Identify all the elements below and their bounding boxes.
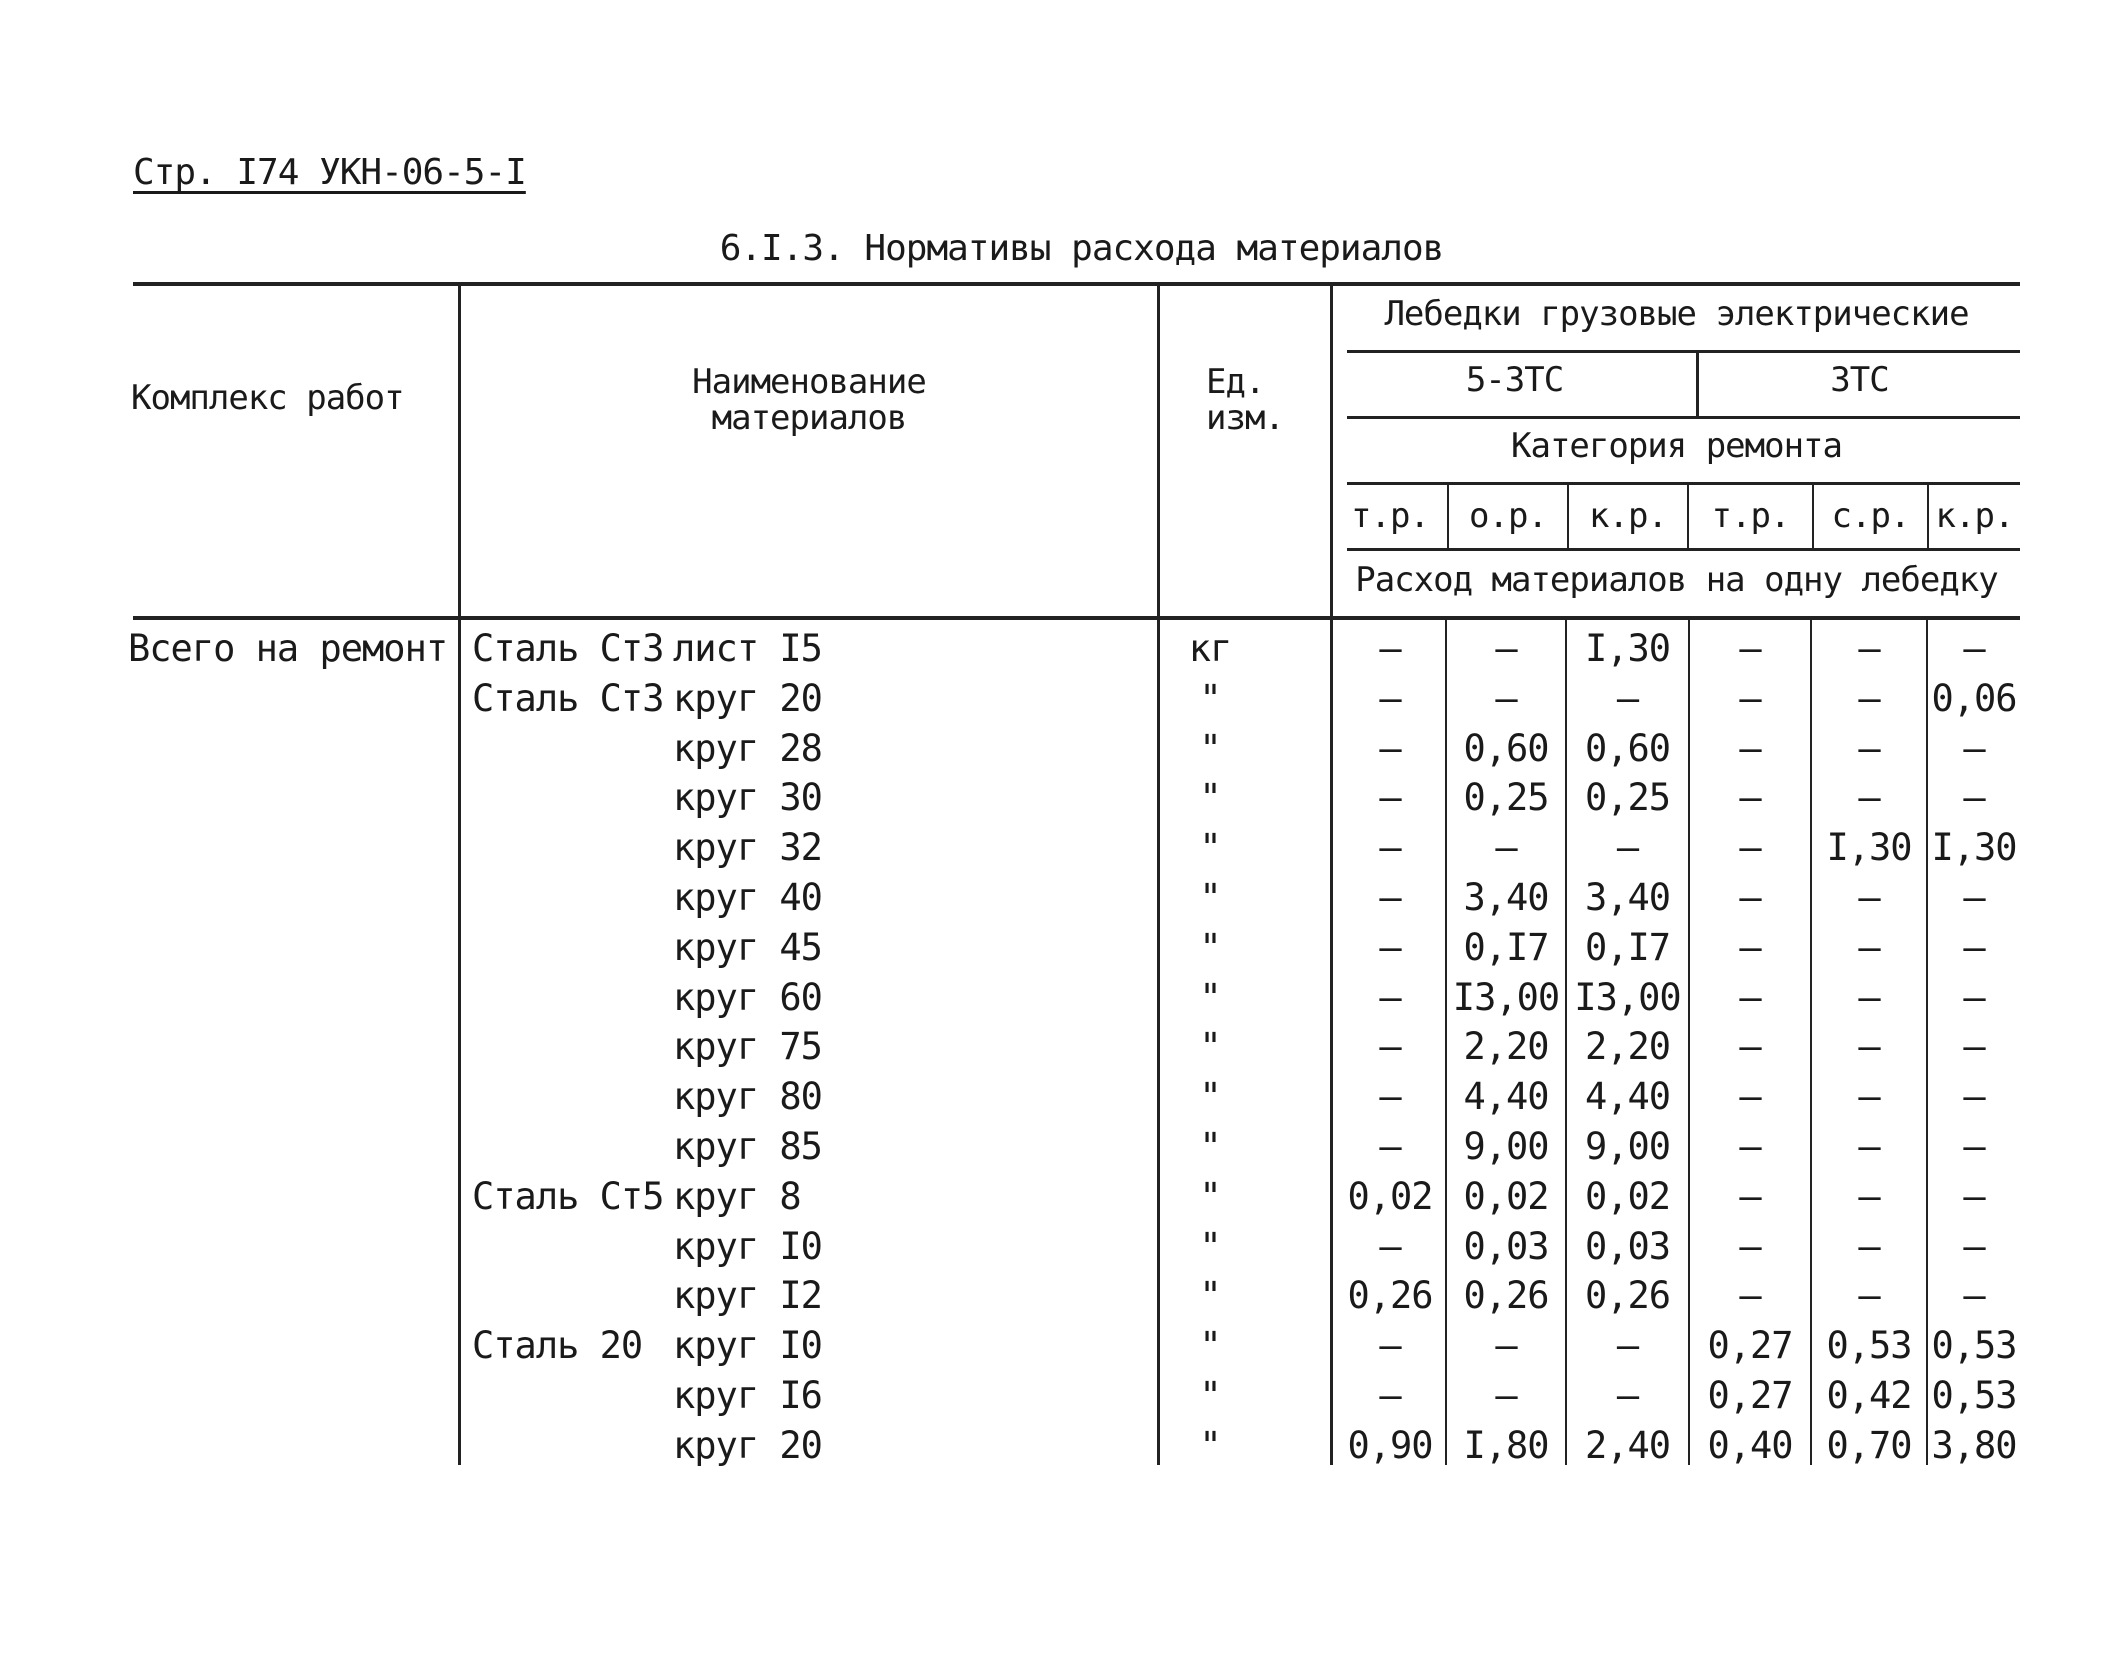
cell-value-1: –	[1379, 1075, 1401, 1119]
table-row	[0, 674, 2103, 724]
cell-value-4: –	[1739, 1224, 1761, 1268]
cell-value-5: –	[1858, 1224, 1880, 1268]
cell-unit: "	[1199, 1423, 1221, 1467]
cell-value-1: –	[1379, 726, 1401, 770]
header-model-1: 5-3ТС	[1465, 360, 1564, 400]
cell-item: круг 75	[673, 1025, 822, 1069]
cell-item: круг 32	[673, 826, 822, 870]
cell-unit: "	[1199, 1324, 1221, 1368]
cell-value-3: 0,60	[1584, 726, 1671, 770]
cell-value-3: –	[1616, 1374, 1639, 1417]
cell-grade: Сталь Ст5	[472, 1174, 664, 1218]
cell-value-2: –	[1495, 1324, 1517, 1368]
header-category-3: к.р.	[1589, 496, 1667, 536]
cell-unit: "	[1199, 776, 1221, 820]
cell-value-4: –	[1739, 876, 1761, 919]
cell-value-5: –	[1858, 1274, 1880, 1318]
header-bottom-rule	[133, 616, 2020, 620]
cell-value-5: 0,42	[1826, 1374, 1912, 1417]
cell-value-3: 0,02	[1584, 1174, 1671, 1218]
cell-value-6: –	[1963, 1224, 1985, 1268]
cell-value-1: –	[1379, 1025, 1401, 1069]
cell-value-6: –	[1963, 876, 1985, 919]
cell-work	[128, 773, 458, 823]
cell-value-1: –	[1379, 627, 1401, 670]
cell-value-2: –	[1495, 676, 1517, 720]
table-row	[0, 1022, 2103, 1072]
cell-value-6: 3,80	[1931, 1423, 2017, 1467]
cell-value-1: –	[1379, 1324, 1401, 1368]
cell-value-6: –	[1963, 1174, 1985, 1218]
cell-value-1: –	[1379, 776, 1401, 820]
cell-unit: "	[1199, 726, 1221, 770]
table-row	[0, 1072, 2103, 1122]
cell-value-2: 0,25	[1463, 776, 1549, 820]
cell-value-2: –	[1495, 1374, 1517, 1417]
cell-value-3: 2,20	[1584, 1025, 1671, 1069]
cell-value-4: –	[1739, 676, 1761, 720]
cell-unit: "	[1199, 1374, 1221, 1417]
header-unit-line-2: изм.	[1206, 398, 1284, 438]
cell-value-6: –	[1963, 1025, 1985, 1069]
cell-value-5: –	[1858, 975, 1880, 1019]
cell-value-1: 0,26	[1347, 1274, 1433, 1318]
cell-value-4: –	[1739, 1125, 1761, 1168]
cell-grade: Сталь 20	[472, 1324, 643, 1368]
cell-item: круг I0	[673, 1224, 822, 1268]
cell-unit: "	[1199, 676, 1221, 720]
cell-value-2: 0,I7	[1463, 925, 1549, 969]
cell-work	[128, 1172, 458, 1222]
cell-work	[128, 1222, 458, 1272]
table-row	[0, 1321, 2103, 1371]
cell-work	[128, 1371, 458, 1421]
cell-work	[128, 873, 458, 923]
cell-work: Всего на ремонт	[128, 627, 448, 670]
cell-value-4: 0,27	[1707, 1324, 1793, 1368]
cell-grade	[472, 923, 672, 973]
cell-value-2: 0,60	[1463, 726, 1549, 770]
cell-unit: "	[1199, 1274, 1221, 1318]
cell-unit: "	[1199, 1025, 1221, 1069]
cell-value-3: 9,00	[1584, 1125, 1671, 1168]
cell-item: круг 28	[673, 726, 822, 770]
cell-unit: "	[1199, 975, 1221, 1019]
cell-value-1: 0,02	[1347, 1174, 1433, 1218]
group-title-rule	[1347, 350, 2020, 353]
header-unit	[1206, 364, 1284, 436]
header-category-1: т.р.	[1351, 496, 1429, 536]
header-consumption-title: Расход материалов на одну лебедку	[1355, 560, 1998, 600]
cell-grade	[472, 1022, 672, 1072]
cell-value-1: –	[1379, 676, 1401, 720]
cell-grade: Сталь Ст3	[472, 627, 664, 670]
cell-grade	[472, 1222, 672, 1272]
cell-item: круг 20	[673, 676, 822, 720]
cell-value-3: 0,25	[1584, 776, 1671, 820]
cell-unit: "	[1199, 1125, 1221, 1168]
cell-item: круг I6	[673, 1374, 822, 1417]
cell-value-5: –	[1858, 726, 1880, 770]
header-work-complex: Комплекс работ	[131, 378, 404, 418]
cell-item: круг I0	[673, 1324, 822, 1368]
cell-value-6: –	[1963, 1125, 1985, 1168]
cell-value-3: 3,40	[1584, 876, 1671, 919]
cell-value-5: –	[1858, 1075, 1880, 1119]
cell-item: круг 8	[673, 1174, 801, 1218]
table-title: 6.I.3. Нормативы расхода материалов	[719, 228, 1444, 269]
cell-value-4: –	[1739, 1174, 1761, 1218]
cell-value-1: –	[1379, 826, 1401, 870]
table-row	[0, 773, 2103, 823]
cell-value-2: –	[1495, 826, 1517, 870]
cell-value-3: 0,26	[1584, 1274, 1671, 1318]
cell-item: круг I2	[673, 1274, 822, 1318]
table-row	[0, 1222, 2103, 1272]
cell-grade: Сталь Ст3	[472, 676, 664, 720]
page-reference: Стр. I74 УКН-06-5-I	[133, 152, 526, 193]
cell-value-2: 3,40	[1463, 876, 1549, 919]
cell-value-2: 0,03	[1463, 1224, 1549, 1268]
cell-work	[128, 674, 458, 724]
header-material-line-1: Наименование	[692, 362, 926, 402]
cell-item: лист I5	[673, 627, 822, 670]
cell-item: круг 30	[673, 776, 822, 820]
cell-unit: "	[1199, 1224, 1221, 1268]
cell-value-3: –	[1616, 1324, 1639, 1368]
cell-value-5: –	[1858, 1174, 1880, 1218]
header-material-line-2: материалов	[711, 398, 907, 438]
cell-value-6: 0,06	[1931, 676, 2017, 720]
cell-value-6: –	[1963, 1274, 1985, 1318]
cell-value-5: 0,53	[1826, 1324, 1912, 1368]
cell-work	[128, 1271, 458, 1321]
cell-value-4: –	[1739, 1025, 1761, 1069]
cell-value-6: –	[1963, 925, 1985, 969]
cell-value-2: I,80	[1463, 1423, 1549, 1467]
cell-grade	[472, 1122, 672, 1172]
table-row	[0, 973, 2103, 1023]
cell-work	[128, 973, 458, 1023]
header-unit-line-1: Ед.	[1206, 362, 1265, 402]
cell-value-4: –	[1739, 627, 1761, 670]
cell-value-4: –	[1739, 826, 1761, 870]
cell-value-2: 9,00	[1463, 1125, 1549, 1168]
cell-grade	[472, 1271, 672, 1321]
cell-item: круг 80	[673, 1075, 822, 1119]
cell-value-1: –	[1379, 1374, 1401, 1417]
table-row	[0, 1122, 2103, 1172]
cell-value-2: 0,26	[1463, 1274, 1549, 1318]
table-row	[0, 873, 2103, 923]
header-category-2: о.р.	[1469, 496, 1547, 536]
cell-value-4: –	[1739, 776, 1761, 820]
cell-value-5: –	[1858, 1025, 1880, 1069]
cell-work	[128, 923, 458, 973]
cell-value-4: –	[1739, 925, 1761, 969]
cell-unit: "	[1199, 1174, 1221, 1218]
cell-grade	[472, 973, 672, 1023]
table-row	[0, 724, 2103, 774]
cell-value-6: –	[1963, 627, 1985, 670]
cell-unit: кг	[1188, 627, 1232, 670]
table-row	[0, 1271, 2103, 1321]
table-top-rule	[133, 282, 2020, 286]
cell-work	[128, 1072, 458, 1122]
cell-value-5: –	[1858, 925, 1880, 969]
cell-value-5: 0,70	[1826, 1423, 1912, 1467]
table-row	[0, 923, 2103, 973]
cell-value-1: –	[1379, 876, 1401, 919]
cell-grade	[472, 1421, 672, 1471]
cell-work	[128, 1321, 458, 1371]
header-category-6: к.р.	[1935, 496, 2014, 536]
cell-item: круг 20	[673, 1423, 822, 1467]
table-row	[0, 1371, 2103, 1421]
cell-work	[128, 724, 458, 774]
cell-grade	[472, 1371, 672, 1421]
table-row	[0, 624, 2103, 674]
table-row	[0, 1172, 2103, 1222]
cell-value-5: –	[1858, 1125, 1880, 1168]
header-category-title: Категория ремонта	[1511, 426, 1842, 466]
cell-grade	[472, 1072, 672, 1122]
cell-grade	[472, 873, 672, 923]
header-category-5: с.р.	[1831, 496, 1910, 536]
cell-value-6: –	[1963, 975, 1985, 1019]
cell-value-1: –	[1379, 925, 1401, 969]
cell-value-2: 2,20	[1463, 1025, 1549, 1069]
cell-grade	[472, 724, 672, 774]
cell-value-3: 2,40	[1584, 1423, 1671, 1467]
cell-item: круг 85	[673, 1125, 822, 1168]
cell-value-3: –	[1616, 676, 1639, 720]
cell-grade	[472, 773, 672, 823]
cell-value-4: –	[1739, 975, 1761, 1019]
cell-value-2: I3,00	[1452, 975, 1560, 1019]
cell-value-3: I3,00	[1574, 975, 1681, 1019]
header-group-title: Лебедки грузовые электрические	[1384, 294, 1969, 334]
cell-value-3: 0,I7	[1584, 925, 1671, 969]
cell-value-5: I,30	[1826, 826, 1912, 870]
cell-unit: "	[1199, 826, 1221, 870]
cell-value-5: –	[1858, 627, 1880, 670]
cell-item: круг 45	[673, 925, 822, 969]
cell-value-3: I,30	[1584, 627, 1671, 670]
cell-grade	[472, 823, 672, 873]
cell-value-3: –	[1616, 826, 1639, 870]
cell-value-1: –	[1379, 1125, 1401, 1168]
cell-value-4: –	[1739, 1274, 1761, 1318]
cell-value-5: –	[1858, 876, 1880, 919]
cell-value-6: 0,53	[1931, 1324, 2017, 1368]
cell-work	[128, 823, 458, 873]
cell-unit: "	[1199, 876, 1221, 919]
cell-work	[128, 1421, 458, 1471]
cell-value-3: 4,40	[1584, 1075, 1671, 1119]
cell-value-3: 0,03	[1584, 1224, 1671, 1268]
cell-value-6: –	[1963, 776, 1985, 820]
cell-value-1: –	[1379, 1224, 1401, 1268]
cell-value-2: 4,40	[1463, 1075, 1549, 1119]
cell-item: круг 60	[673, 975, 822, 1019]
cell-value-2: –	[1495, 627, 1517, 670]
cell-value-4: –	[1739, 726, 1761, 770]
cell-value-6: –	[1963, 726, 1985, 770]
header-model-2: 3ТС	[1830, 360, 1889, 400]
cell-value-6: I,30	[1931, 826, 2017, 870]
cell-unit: "	[1199, 1075, 1221, 1119]
table-row	[0, 823, 2103, 873]
cell-value-4: –	[1739, 1075, 1761, 1119]
table-row	[0, 1421, 2103, 1471]
cell-work	[128, 1022, 458, 1072]
cell-value-2: 0,02	[1463, 1174, 1549, 1218]
cell-item: круг 40	[673, 876, 822, 919]
cell-value-6: –	[1963, 1075, 1985, 1119]
cell-value-5: –	[1858, 676, 1880, 720]
cell-value-1: 0,90	[1347, 1423, 1433, 1467]
cell-value-4: 0,27	[1707, 1374, 1793, 1417]
cell-value-5: –	[1858, 776, 1880, 820]
header-category-4: т.р.	[1711, 496, 1790, 536]
header-material-name	[461, 364, 1157, 436]
cell-value-4: 0,40	[1707, 1423, 1793, 1467]
cell-value-1: –	[1379, 975, 1401, 1019]
cell-value-6: 0,53	[1931, 1374, 2017, 1417]
model-rule	[1347, 416, 2020, 419]
cell-unit: "	[1199, 925, 1221, 969]
cell-work	[128, 1122, 458, 1172]
